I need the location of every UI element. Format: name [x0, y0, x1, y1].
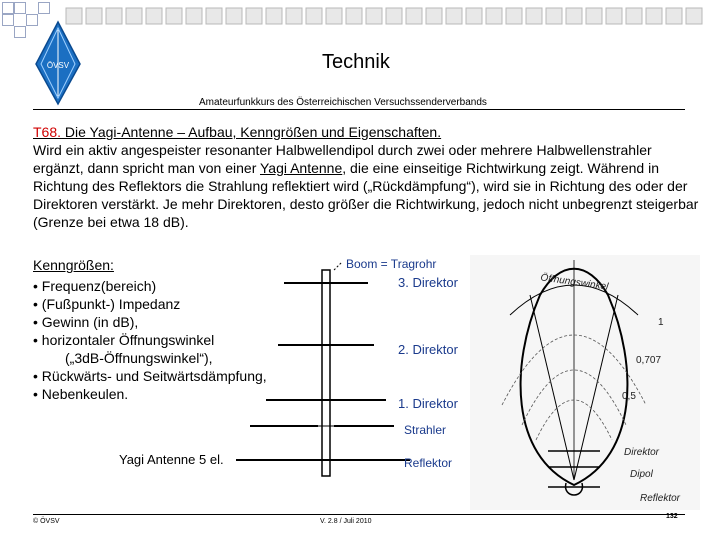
boom-label: Boom = Tragrohr: [346, 257, 437, 271]
deco-square: [38, 2, 50, 14]
label-strahler: Strahler: [404, 423, 447, 437]
footer-copyright: © ÖVSV: [33, 518, 60, 525]
list-item: • horizontaler Öffnungswinkel: [33, 332, 215, 348]
topic-heading: [33, 124, 441, 140]
page-subtitle: Amateurfunkkurs des Österreichischen Versuchssenderverbands: [199, 97, 487, 108]
yagi-caption: Yagi Antenne 5 el.: [119, 452, 224, 467]
level-label: 0,5: [622, 391, 636, 402]
boom: [322, 270, 330, 476]
level-label: 0,707: [636, 355, 662, 366]
deco-square: [14, 2, 26, 14]
radiation-pattern-diagram: [470, 255, 700, 510]
header-rule: [33, 109, 685, 110]
list-item: („3dB-Öffnungswinkel“),: [65, 350, 213, 366]
list-item: • Gewinn (in dB),: [33, 314, 139, 330]
logo-text: ÖVSV: [46, 61, 70, 70]
pattern-label-direktor: Direktor: [624, 447, 660, 458]
deco-square: [2, 14, 14, 26]
list-item: • Rückwärts- und Seitwärtsdämpfung,: [33, 368, 267, 384]
yagi-link[interactable]: Yagi Antenne: [260, 160, 343, 176]
list-item: • Nebenkeulen.: [33, 386, 129, 402]
angle-label: Öffnungswinkel: [539, 272, 609, 293]
topic-number: T68.: [33, 124, 62, 140]
label-3-direktor: 3. Direktor: [398, 275, 458, 290]
pattern-label-dipol: Dipol: [630, 469, 653, 480]
oevsv-logo: [30, 20, 86, 106]
page-number: 132: [666, 513, 678, 520]
footer-version: V. 2.8 / Juli 2010: [320, 518, 372, 525]
list-item: • (Fußpunkt-) Impedanz: [33, 296, 181, 312]
page-title: Technik: [322, 51, 390, 73]
list-item: • Frequenz(bereich): [33, 278, 157, 294]
label-reflektor: Reflektor: [404, 456, 453, 470]
pattern-label-reflektor: Reflektor: [640, 493, 681, 504]
footer-rule: [33, 514, 685, 515]
intro-text: Wird ein aktiv angespeister resonanter Halbwellendipol durch zwei oder mehrere Halbwellenstrahler ergänzt, dann spricht man von einer: [33, 142, 652, 176]
intro-paragraph: [33, 141, 703, 231]
label-1-direktor: 1. Direktor: [398, 396, 458, 411]
deco-square: [14, 26, 26, 38]
boom-pointer: [334, 262, 342, 270]
level-label: 1: [658, 317, 664, 328]
label-2-direktor: 2. Direktor: [398, 342, 458, 357]
intro-text: , die eine einseitige Richtwirkung zeigt. Während in Richtung des Reflektors die Strahlung reflektiert wird („Rückdämpfung“), wird sie in Richtung des oder der Direktoren verstärkt. Je mehr Direktoren, desto größer die Richtwirkung, jedoch nicht unbegrenzt steigerbar (Grenze bei etwa 18 dB).: [33, 160, 699, 230]
deco-strip: [62, 6, 718, 26]
deco-square: [2, 2, 14, 14]
kenngroessen-title: Kenngrößen:: [33, 257, 114, 273]
yagi-antenna-diagram: [0, 250, 470, 480]
topic-title: Die Yagi-Antenne – Aufbau, Kenngrößen und Eigenschaften.: [61, 124, 442, 140]
pattern-background: [470, 255, 700, 510]
